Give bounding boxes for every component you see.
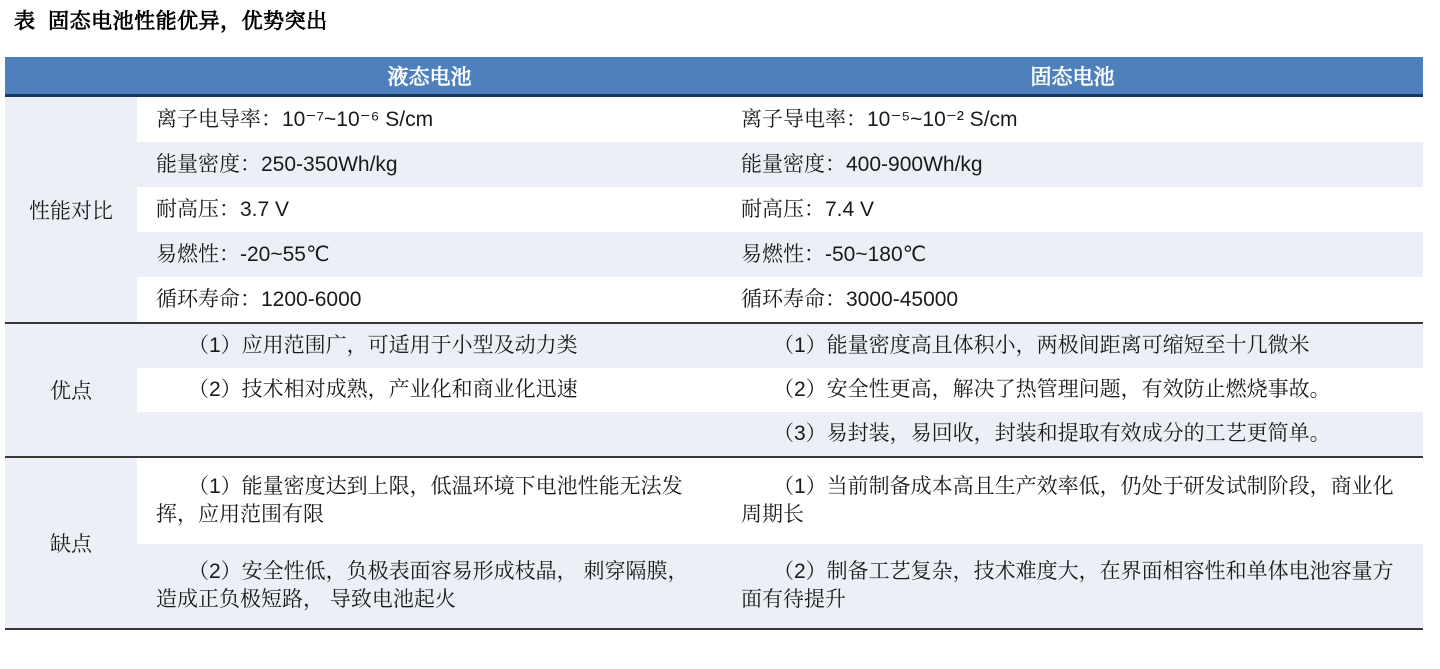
cell-flammability-liquid: [137, 232, 722, 277]
table-row: [137, 544, 1423, 628]
cell-text: （2）制备工艺复杂，技术难度大，在界面相容性和单体电池容量方面有待提升: [741, 560, 1394, 611]
cell-disadvantage-2-liquid: [137, 544, 722, 628]
cell-text: 离子导电率：10⁻⁵~10⁻² S/cm: [741, 107, 1018, 131]
cell-flammability-solid: [722, 232, 1423, 277]
cell-text: 耐高压：3.7 V: [156, 197, 290, 221]
cell-text: 易燃性：-20~55℃: [156, 242, 330, 266]
cell-text: （1）应用范围广，可适用于小型及动力类: [188, 334, 578, 357]
cell-text: 循环寿命：3000-45000: [741, 287, 959, 311]
cell-text: （3）易封装，易回收，封装和提取有效成分的工艺更简单。: [773, 422, 1331, 445]
cell-text: 耐高压：7.4 V: [741, 197, 875, 221]
section-performance-comparison: [5, 97, 1423, 322]
table-row: [137, 412, 1423, 456]
table-row: [137, 458, 1423, 544]
cell-text: 能量密度：400-900Wh/kg: [741, 152, 983, 176]
table-row: [137, 142, 1423, 187]
cell-text: （1）能量密度达到上限，低温环境下电池性能无法发挥，应用范围有限: [156, 475, 683, 526]
cell-text: （2）安全性更高，解决了热管理问题，有效防止燃烧事故。: [773, 378, 1331, 401]
header-cell-solid-battery: 固态电池: [1030, 65, 1115, 89]
page-title: 表 固态电池性能优异，优势突出: [14, 10, 328, 33]
section-label-disadvantages: 缺点: [5, 458, 137, 628]
cell-text: 易燃性：-50~180℃: [741, 242, 927, 266]
table-row: [137, 232, 1423, 277]
table-row: [137, 97, 1423, 142]
cell-disadvantage-2-solid: [722, 544, 1423, 628]
cell-text: （2）安全性低，负极表面容易形成枝晶， 刺穿隔膜，造成正负极短路， 导致电池起火: [156, 560, 689, 611]
cell-text: 离子电导率：10⁻⁷~10⁻⁶ S/cm: [156, 107, 434, 131]
cell-text: 循环寿命：1200-6000: [156, 287, 362, 311]
cell-text: （1）当前制备成本高且生产效率低，仍处于研发试制阶段，商业化周期长: [741, 475, 1394, 526]
section-label-advantages: 优点: [5, 324, 137, 456]
table-row: [137, 368, 1423, 412]
cell-voltage-solid: [722, 187, 1423, 232]
cell-disadvantage-1-solid: [722, 458, 1423, 544]
cell-cycle-life-liquid: [137, 277, 722, 322]
cell-voltage-liquid: [137, 187, 722, 232]
cell-advantage-3-liquid: [137, 412, 722, 456]
header-cell-liquid-battery: 液态电池: [387, 65, 472, 89]
table-row: [137, 277, 1423, 322]
cell-energy-density-solid: [722, 142, 1423, 187]
cell-advantage-2-liquid: [137, 368, 722, 412]
section-label-performance: 性能对比: [5, 97, 137, 322]
cell-text: 能量密度：250-350Wh/kg: [156, 152, 398, 176]
cell-text: （1）能量密度高且体积小，两极间距离可缩短至十几微米: [773, 334, 1310, 357]
section-advantages: [5, 322, 1423, 456]
cell-disadvantage-1-liquid: [137, 458, 722, 544]
cell-advantage-1-solid: [722, 324, 1423, 368]
cell-advantage-2-solid: [722, 368, 1423, 412]
cell-energy-density-liquid: [137, 142, 722, 187]
cell-ionic-conductivity-liquid: [137, 97, 722, 142]
header-cell-empty: [5, 57, 137, 94]
cell-advantage-3-solid: [722, 412, 1423, 456]
cell-advantage-1-liquid: [137, 324, 722, 368]
cell-ionic-conductivity-solid: [722, 97, 1423, 142]
table-row: [137, 324, 1423, 368]
cell-cycle-life-solid: [722, 277, 1423, 322]
table-row: [137, 187, 1423, 232]
section-disadvantages: [5, 456, 1423, 628]
table-header-row: [5, 57, 1423, 97]
cell-text: （2）技术相对成熟，产业化和商业化迅速: [188, 378, 578, 401]
battery-comparison-table: [5, 57, 1423, 630]
